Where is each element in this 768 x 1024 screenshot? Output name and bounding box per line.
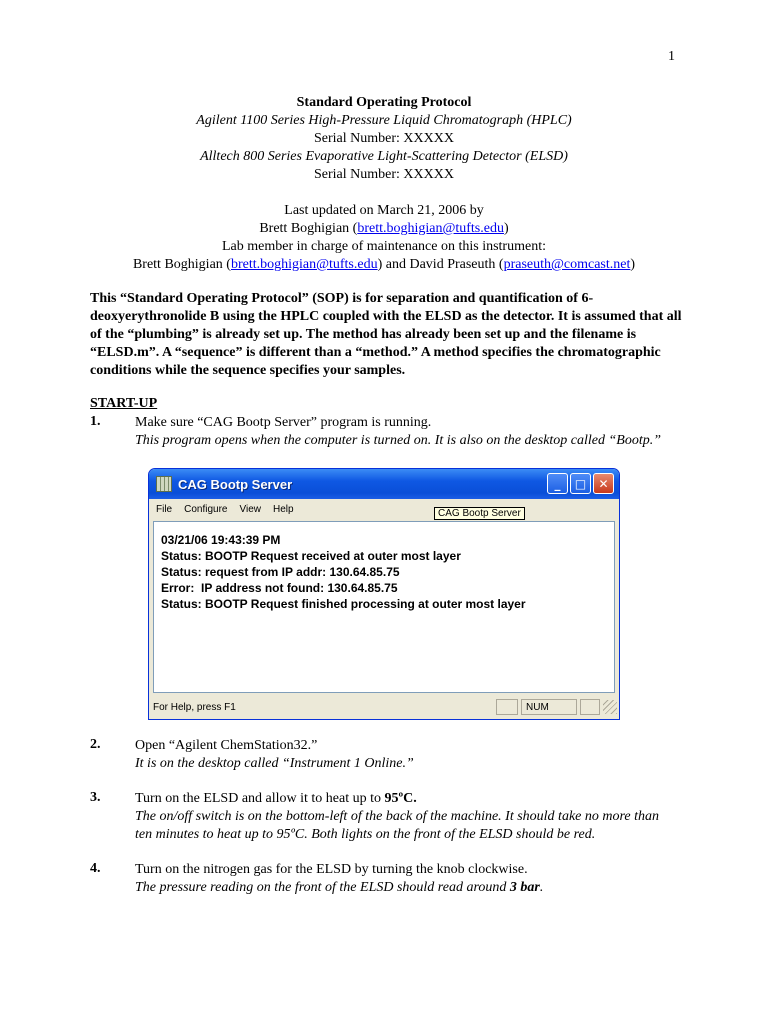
maximize-icon[interactable]: □ bbox=[570, 473, 591, 494]
elsd-instrument: Alltech 800 Series Evaporative Light-Scattering Detector (ELSD) bbox=[200, 149, 568, 164]
window-controls bbox=[547, 473, 614, 494]
step-3-text bbox=[135, 790, 680, 808]
step-3-number: 3. bbox=[90, 790, 101, 805]
author-email-link[interactable]: brett.boghigian@tufts.edu bbox=[357, 221, 504, 236]
log-line: Status: request from IP addr: 130.64.85.75 bbox=[161, 565, 400, 579]
menu-configure[interactable]: Configure bbox=[184, 503, 228, 515]
app-icon bbox=[156, 476, 172, 492]
tooltip: CAG Bootp Server bbox=[434, 507, 525, 520]
maint-mid: ) and David Praseuth ( bbox=[377, 257, 504, 272]
status-text: For Help, press F1 bbox=[153, 701, 236, 713]
author-suffix: ) bbox=[503, 221, 509, 236]
elsd-serial: Serial Number: XXXXX bbox=[314, 167, 454, 182]
menu-help[interactable]: Help bbox=[272, 503, 294, 515]
log-line: Error: IP address not found: 130.64.85.75 bbox=[161, 581, 398, 595]
intro-paragraph: This “Standard Operating Protocol” (SOP) is for separation and quantification of 6-deoxyerythronolide B using the HPLC coupled with the ELSD as the detector. It is assumed that all of the “plumbing” is already set up. The method has already been set up and the filename is “ELSD.m”. A “sequence” is different than a “method.” A method specifies the chromatographic conditions while the sequence specifies your samples. bbox=[90, 291, 682, 378]
step-2-note: It is on the desktop called “Instrument 1 Online.” bbox=[135, 756, 414, 771]
hplc-serial: Serial Number: XXXXX bbox=[314, 131, 454, 146]
maintenance-heading: Lab member in charge of maintenance on this instrument: bbox=[222, 239, 546, 254]
status-bar bbox=[149, 695, 619, 719]
maint-email-2-link[interactable]: praseuth@comcast.net bbox=[503, 257, 631, 272]
minimize-icon[interactable]: _ bbox=[547, 473, 568, 494]
maintenance-people bbox=[0, 256, 768, 274]
step-4-note bbox=[135, 879, 675, 897]
maint-prefix: Brett Boghigian ( bbox=[132, 257, 231, 272]
step-4-note-end: . bbox=[539, 880, 544, 895]
section-startup-heading: START-UP bbox=[90, 396, 158, 411]
last-updated: Last updated on March 21, 2006 by bbox=[284, 203, 484, 218]
log-line: 03/21/06 19:43:39 PM bbox=[161, 533, 281, 547]
menu-file[interactable]: File bbox=[156, 503, 173, 515]
step-1-text: Make sure “CAG Bootp Server” program is running. bbox=[135, 415, 432, 430]
menu-bar bbox=[149, 499, 619, 519]
log-line: Status: BOOTP Request finished processing at outer most layer bbox=[161, 597, 526, 611]
hplc-instrument: Agilent 1100 Series High-Pressure Liquid Chromatograph (HPLC) bbox=[196, 113, 572, 128]
step-3-text-main: Turn on the ELSD and allow it to heat up to bbox=[135, 791, 385, 806]
resize-grip-icon[interactable] bbox=[603, 700, 617, 714]
maint-suffix: ) bbox=[630, 257, 636, 272]
step-4-note-main: The pressure reading on the front of the ELSD should read around bbox=[135, 880, 510, 895]
status-panel-empty-2 bbox=[580, 699, 600, 715]
doc-title: Standard Operating Protocol bbox=[296, 95, 472, 110]
step-2-text: Open “Agilent ChemStation32.” bbox=[135, 738, 318, 753]
step-1-number: 1. bbox=[90, 414, 101, 429]
step-3-note: The on/off switch is on the bottom-left of the back of the machine. It should take no more than ten minutes to heat up to 95ºC. Both lights on the front of the ELSD should be red. bbox=[135, 809, 660, 842]
close-icon[interactable]: ✕ bbox=[593, 473, 614, 494]
page-number: 1 bbox=[668, 49, 675, 64]
step-4-text: Turn on the nitrogen gas for the ELSD by turning the knob clockwise. bbox=[135, 862, 528, 877]
menu-view[interactable]: View bbox=[239, 503, 261, 515]
step-3-temperature: 95ºC. bbox=[384, 791, 417, 806]
window-title: CAG Bootp Server bbox=[178, 476, 293, 492]
author-prefix: Brett Boghigian ( bbox=[259, 221, 358, 236]
maint-email-1-link[interactable]: brett.boghigian@tufts.edu bbox=[230, 257, 378, 272]
window-titlebar[interactable] bbox=[149, 469, 619, 499]
step-4-pressure: 3 bar bbox=[509, 880, 540, 895]
num-lock-indicator: NUM bbox=[521, 699, 577, 715]
log-output bbox=[153, 521, 615, 693]
status-panel-empty bbox=[496, 699, 518, 715]
log-line: Status: BOOTP Request received at outer most layer bbox=[161, 549, 461, 563]
step-4-number: 4. bbox=[90, 861, 101, 876]
bootp-server-window bbox=[148, 468, 620, 720]
step-2-number: 2. bbox=[90, 737, 101, 752]
step-1-note: This program opens when the computer is turned on. It is also on the desktop called “Bootp.” bbox=[135, 433, 662, 448]
author-line bbox=[0, 220, 768, 238]
